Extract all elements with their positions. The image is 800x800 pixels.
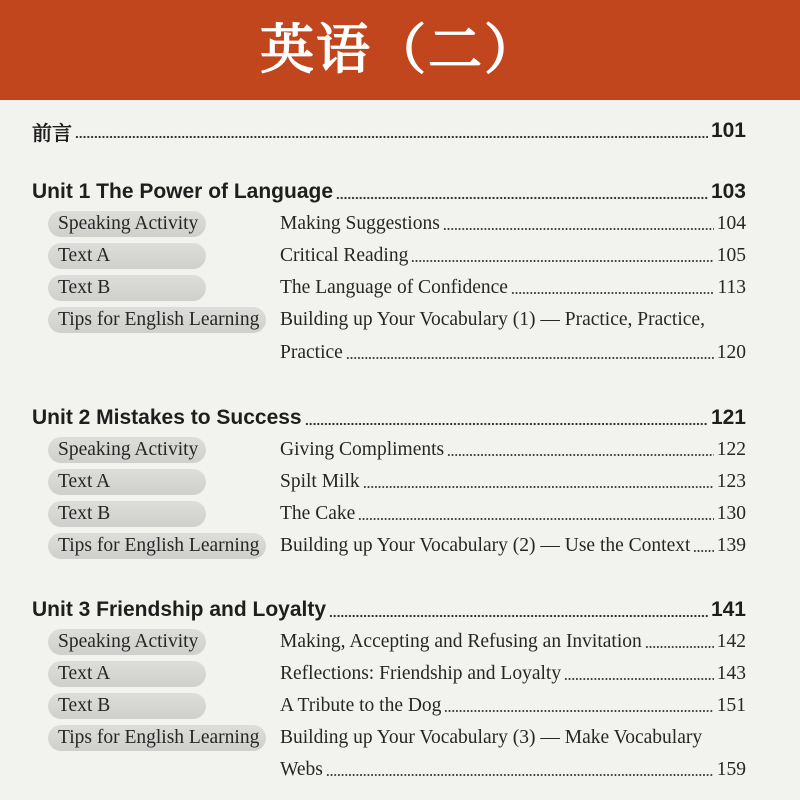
entry-title: Spilt Milk	[280, 471, 360, 492]
section-label-text-b: Text B	[48, 693, 206, 719]
toc-entry	[280, 658, 746, 690]
unit-heading-2	[32, 402, 746, 434]
section-label-text-a: Text A	[48, 469, 206, 495]
dot-leader	[564, 667, 714, 681]
entry-title-line2: Webs	[280, 759, 323, 780]
entry-title: Critical Reading	[280, 245, 409, 266]
entry-page-number: 143	[716, 663, 746, 684]
entry-page-number: 123	[716, 471, 746, 492]
preface-page-number: 101	[710, 119, 746, 142]
toc-entry	[280, 498, 746, 530]
entry-page-number: 105	[716, 245, 746, 266]
dot-leader	[363, 475, 714, 489]
entry-page-number: 142	[716, 631, 746, 652]
section-label-text-a: Text A	[48, 661, 206, 687]
unit-title: Unit 1 The Power of Language	[32, 180, 334, 203]
dot-leader	[693, 539, 713, 553]
unit-page-number: 103	[710, 180, 746, 203]
unit-page-number: 121	[710, 406, 746, 429]
section-label-speaking-activity: Speaking Activity	[48, 437, 206, 463]
entry-title: A Tribute to the Dog	[280, 695, 442, 716]
entry-page-number: 151	[716, 695, 746, 716]
entry-title: The Language of Confidence	[280, 277, 508, 298]
dot-leader	[326, 763, 714, 777]
unit-page-number: 141	[710, 598, 746, 621]
dot-leader	[75, 123, 708, 139]
toc-entry-line2	[280, 337, 746, 369]
unit-title: Unit 3 Friendship and Loyalty	[32, 598, 327, 621]
unit-heading-1	[32, 176, 746, 208]
dot-leader	[346, 346, 714, 360]
toc-entry-line1	[280, 722, 746, 754]
entry-title-line1: Building up Your Vocabulary (1) — Practice, Practice,	[280, 309, 705, 330]
dot-leader	[447, 443, 714, 457]
toc-entry	[280, 208, 746, 240]
entry-title: Making Suggestions	[280, 213, 440, 234]
unit-heading-3	[32, 594, 746, 626]
dot-leader	[411, 249, 713, 263]
preface-label: 前言	[32, 120, 72, 145]
section-label-text-a: Text A	[48, 243, 206, 269]
section-label-speaking-activity: Speaking Activity	[48, 211, 206, 237]
toc-entry	[280, 626, 746, 658]
dot-leader	[443, 217, 714, 231]
section-label-tips: Tips for English Learning	[48, 533, 266, 559]
section-label-text-b: Text B	[48, 275, 206, 301]
entry-title-line2: Practice	[280, 342, 343, 363]
entry-page-number: 113	[717, 277, 746, 298]
section-label-text-b: Text B	[48, 501, 206, 527]
toc-entry	[280, 466, 746, 498]
entry-page-number: 159	[716, 759, 746, 780]
dot-leader	[305, 410, 708, 426]
entry-page-number: 139	[716, 535, 746, 556]
title-banner	[0, 0, 800, 100]
entry-page-number: 122	[716, 439, 746, 460]
dot-leader	[511, 281, 715, 295]
section-label-speaking-activity: Speaking Activity	[48, 629, 206, 655]
toc-entry	[280, 272, 746, 304]
dot-leader	[329, 602, 708, 618]
entry-title: Giving Compliments	[280, 439, 445, 460]
entry-page-number: 104	[716, 213, 746, 234]
entry-title-line1: Building up Your Vocabulary (3) — Make Vocabulary	[280, 727, 703, 748]
entry-title: Making, Accepting and Refusing an Invitation	[280, 631, 642, 652]
unit-title: Unit 2 Mistakes to Success	[32, 406, 302, 429]
preface-line	[32, 115, 746, 147]
dot-leader	[358, 507, 713, 521]
toc-entry	[280, 240, 746, 272]
toc-entry	[280, 690, 746, 722]
dot-leader	[444, 699, 713, 713]
entry-page-number: 130	[716, 503, 746, 524]
entry-title: Building up Your Vocabulary (2) — Use the Context	[280, 535, 691, 556]
entry-page-number: 120	[716, 342, 746, 363]
toc-entry-line1	[280, 304, 746, 336]
section-label-tips: Tips for English Learning	[48, 725, 266, 751]
section-label-tips: Tips for English Learning	[48, 307, 266, 333]
dot-leader	[336, 184, 708, 200]
book-title: 英语（二）	[260, 18, 540, 81]
toc-entry	[280, 530, 746, 562]
toc-entry	[280, 434, 746, 466]
toc-entry-line2	[280, 754, 746, 786]
entry-title: The Cake	[280, 503, 356, 524]
entry-title: Reflections: Friendship and Loyalty	[280, 663, 562, 684]
dot-leader	[645, 635, 714, 649]
